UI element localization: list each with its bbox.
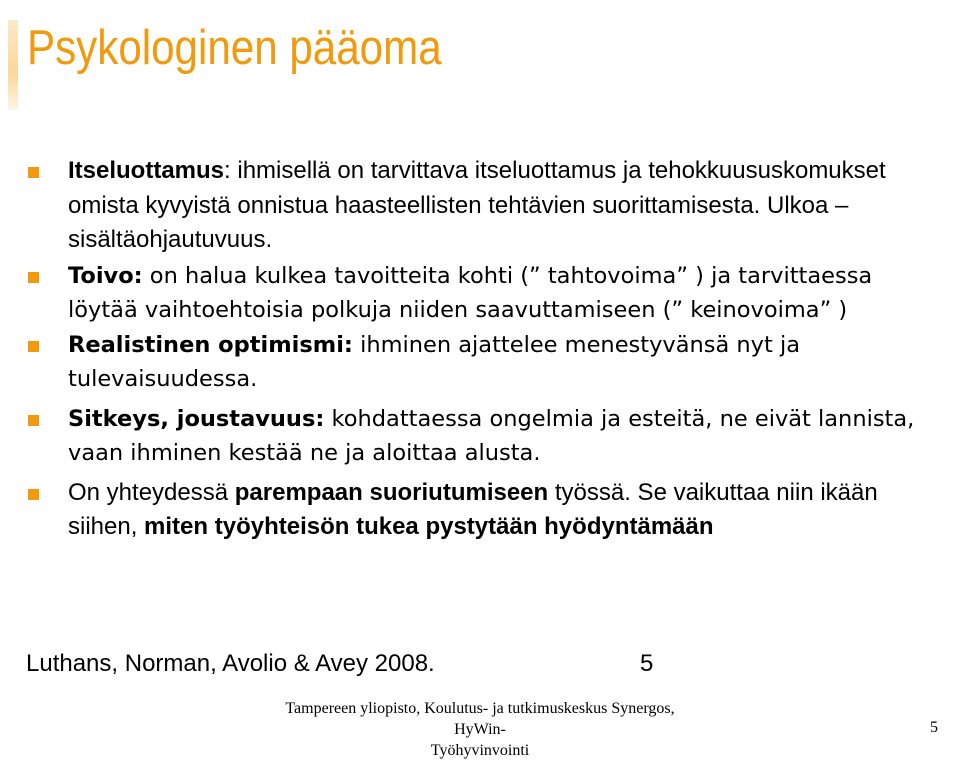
reference-citation: Luthans, Norman, Avolio & Avey 2008. <box>26 650 435 677</box>
bullet-suoriutuminen <box>28 476 928 545</box>
page-number: 5 <box>930 719 938 736</box>
slide-title: Psykologinen pääoma <box>27 21 442 75</box>
bullet-text: On yhteydessä <box>68 478 235 506</box>
square-bullet-icon <box>28 272 39 283</box>
footer <box>260 698 700 761</box>
bullet-list <box>28 154 928 545</box>
bullet-text: kohdattaessa ongelmia ja esteitä, ne eivät lannista, vaan ihminen kestää ne ja aloittaa alusta. <box>68 405 915 466</box>
title-accent-bar <box>8 20 18 110</box>
bullet-itseluottamus <box>28 154 928 258</box>
square-bullet-icon <box>28 167 39 178</box>
reference-number: 5 <box>640 650 654 677</box>
bullet-toivo <box>28 259 928 328</box>
square-bullet-icon <box>28 489 39 500</box>
bullet-emphasis: parempaan suoriutumiseen <box>234 478 549 506</box>
bullet-text: on halua kulkea tavoitteita kohti (” tahtovoima” ) ja tarvittaessa löytää vaihtoehtoisia polkuja niiden saavuttamiseen (” keinovoima” ) <box>68 262 873 323</box>
bullet-realistinen-optimismi <box>28 328 928 397</box>
footer-line-2: Työhyvinvointi <box>430 742 530 759</box>
bullet-term: Itseluottamus <box>68 157 225 184</box>
bullet-term: Sitkeys, joustavuus: <box>68 405 325 432</box>
bullet-text: : ihmisellä on tarvittava itseluottamus ja tehokkuususkomukset omista kyvyistä onnistua haasteellisten tehtävien suorittamisesta. Ulkoa – sisältäohjautuvuus. <box>68 157 886 253</box>
bullet-text: työssä. Se vaikuttaa niin ikään siihen, <box>68 478 878 540</box>
footer-line-1: Tampereen yliopisto, Koulutus- ja tutkimuskeskus Synergos, HyWin- <box>285 700 675 738</box>
bullet-sitkeys <box>28 402 928 471</box>
bullet-emphasis: miten työyhteisön tukea pystytään hyödyntämään <box>144 513 714 540</box>
bullet-text: ihminen ajattelee menestyvänsä nyt ja tulevaisuudessa. <box>68 331 801 392</box>
bullet-term: Realistinen optimismi: <box>68 331 353 358</box>
square-bullet-icon <box>28 341 39 352</box>
square-bullet-icon <box>28 415 39 426</box>
bullet-term: Toivo: <box>68 262 143 289</box>
